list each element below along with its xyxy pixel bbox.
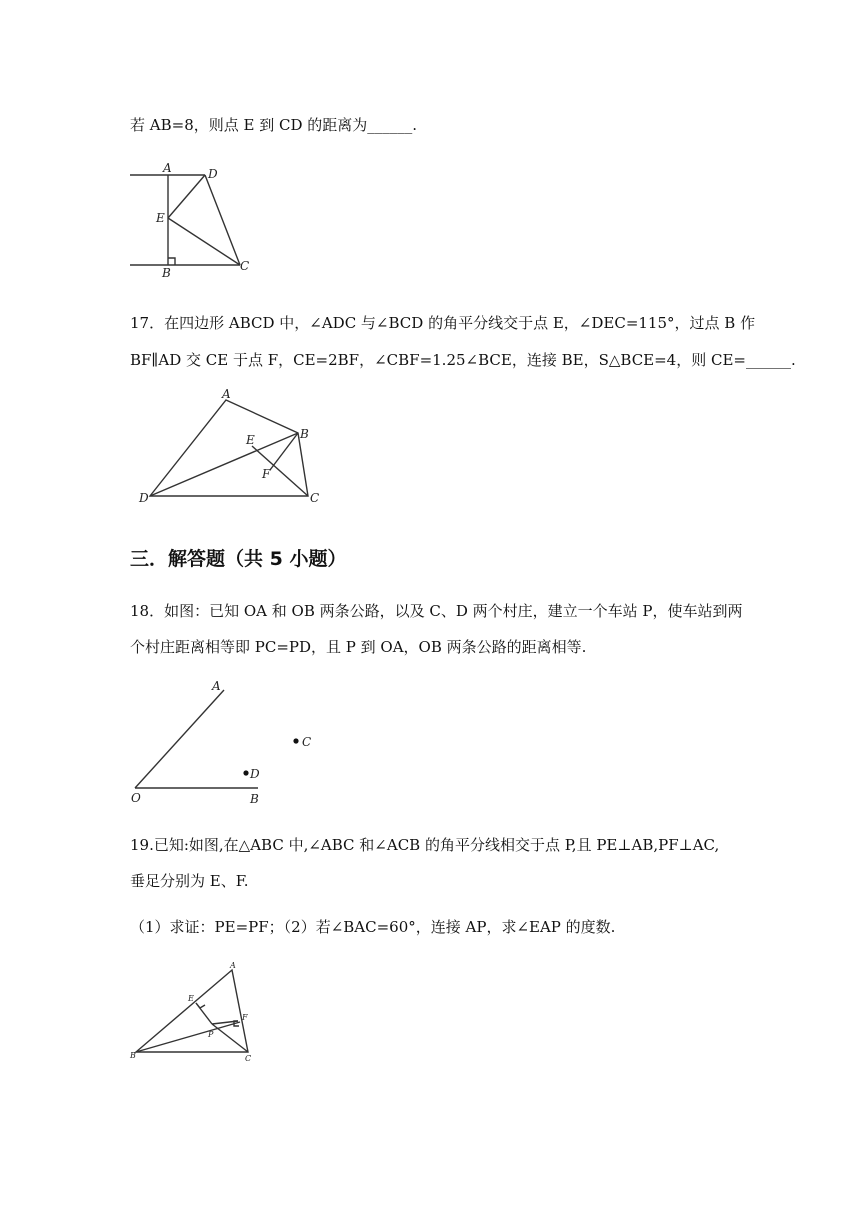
fig16-label-d: D [208,167,218,181]
fig16-right-angle-mark [168,258,175,265]
figure-16 [125,160,265,280]
fig18-point-d [243,770,248,775]
fig16-label-a: A [163,161,172,175]
fig17-label-d: D [139,491,149,505]
fig18-label-b: B [250,792,259,806]
fig16-segment-dc [205,175,240,265]
fig17-label-f: F [262,467,271,481]
fig19-label-c: C [245,1054,252,1063]
fig18-ray-oa [135,690,224,788]
fig16-segment-ed [168,175,205,218]
fig17-segment-ec [252,446,308,496]
fig19-label-a: A [230,961,236,970]
fig16-label-e: E [156,211,165,225]
fig17-segment-de [150,433,298,496]
fig17-label-c: C [310,491,320,505]
q18-line2: 个村庄距离相等即 PC=PD，且 P 到 OA，OB 两条公路的距离相等. [130,638,587,656]
section-3-heading: 三．解答题（共 5 小题） [130,548,347,570]
fig19-bisector-b [136,1022,240,1052]
q17-line1: 17．在四边形 ABCD 中，∠ADC 与∠BCD 的角平分线交于点 E，∠DEC=115°，过点 B 作 [130,314,756,332]
fig18-label-d: D [250,767,260,781]
q18-line1: 18．如图：已知 OA 和 OB 两条公路，以及 C、D 两个村庄，建立一个车站 P，使车站到两 [130,602,743,620]
fig17-quadrilateral-abcd [150,400,308,496]
fig17-label-b: B [300,427,309,441]
figure-19 [125,955,265,1065]
figure-17 [135,385,335,510]
fig17-label-e: E [246,433,255,447]
q19-line2: 垂足分别为 E、F. [130,872,249,890]
fig19-label-b: B [130,1051,136,1060]
q17-line2: BF∥AD 交 CE 于点 F，CE=2BF，∠CBF=1.25∠BCE，连接 BE，S△BCE=4，则 CE=______. [130,351,796,369]
fig18-point-c [293,738,298,743]
fig19-label-e: E [188,994,194,1003]
fig18-label-o: O [131,791,141,805]
q19-line3: （1）求证：PE=PF；（2）若∠BAC=60°，连接 AP，求∠EAP 的度数. [130,918,616,936]
fig19-right-angle-e [196,1003,205,1008]
q16-text: 若 AB=8，则点 E 到 CD 的距离为______. [130,116,418,134]
fig16-label-c: C [240,259,250,273]
fig18-label-c: C [302,735,312,749]
figure-18 [125,675,325,810]
fig19-label-p: P [208,1030,214,1039]
fig19-label-f: F [242,1013,248,1022]
q19-line1: 19.已知:如图,在△ABC 中,∠ABC 和∠ACB 的角平分线相交于点 P,且 PE⊥AB,PF⊥AC, [130,836,720,854]
fig17-label-a: A [222,387,231,401]
fig16-label-b: B [162,266,171,280]
fig19-bisector-c [212,1024,248,1052]
fig18-label-a: A [212,679,221,693]
fig16-segment-ec [168,218,240,265]
